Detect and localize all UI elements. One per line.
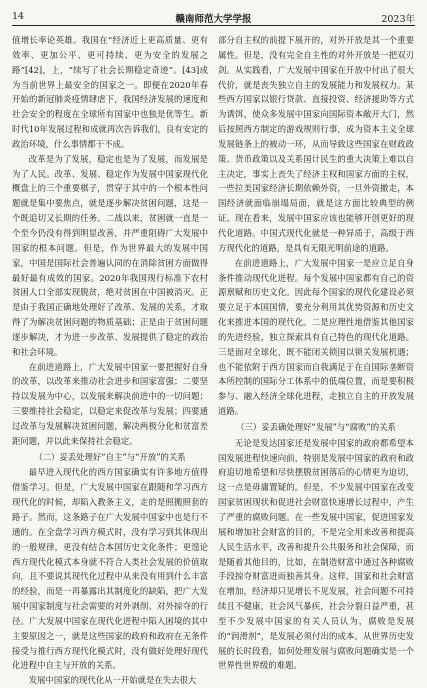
body-paragraph: 部分自主权的前提下展开的，对外开放是其一个重要属性。但是，没有完全自主性的对外开放是一把双刃剑。从实践看，广大发展中国家在开放中付出了很大代价，就是丧失独立自主的发展能力和发展权力。某些西方国家以银行贷款、直接投资、经济援助等方式为诱饵，使众多发展中国家向国际资本敞开大门，然后按照西方制定的游戏规则行事，成为资本主义全球发展链条上的被动一环，从而导致这些国家在财政政策、货币政策以及关系国计民生的重大决策上难以自主决定，事实上丧失了经济主权和国家方面的主权，一些拉美国家经济长期依赖外资，一旦外资撤走，本国经济就面临崩塌局面，就是这方面比较典型的例证。现在看来，发展中国家应该也能够开创更好的现代化道路。中国式现代化就是一种异质于，高级于西方现代化的道路，是具有无限光明前途的道路。: [218, 35, 414, 253]
body-paragraph: 最早进入现代化的西方国家确实有许多地方值得借鉴学习。但是，广大发展中国家在跟随和学习西方现代化的时候，却陷入教条主义，走的是照搬照套的路子。然而，这条路子在广大发展中国家中也是行不通的。在全盘学习西方模式时，没有学习到其体现出的一般规律，更没有结合本国历史文化条件；更遑论西方现代化模式本身就不符合人类社会发展的价值取向，且不要说其现代化过程中从来没有用到什么丰富的经验，而是一再暴露出其制度化的缺陷，把广大发展中国家制度与社会需要的对外剥削、对外掠夺的行径。广大发展中国家在现代化进程中陷入困境的其中主要原因之一，就是这些国家的政府和政府在无条件接受与推行西方现代化模式时，没有做好处理好现代化进程中自主与开放的关系。: [12, 467, 208, 671]
body-paragraph: 在前进道路上，广大发展中国家一是应立足自身条件推动现代化进程。每个发展中国家都有自己的资源禀赋和历史文化。因此每个国家的现代化建设必须要立足于本国国情，要充分利用其优势资源和历史文化来推进本国的现代化。二是应理性地借鉴其他国家的先进经验，独立探索具有自己特色的现代化道路。三是面对全球化，既不能闭关锁国以锁关发展机遇；也不能依附于西方国家而自我满足于在自国际垄断资本所控制的国际分工体系中的低端位置，而是要积极参与、融入经济全球化进程，走独立自主的开放发展道路。: [218, 257, 414, 417]
body-paragraph: 无论是发达国家还是发展中国家的政府都希望本国发展进程快速向前，特别是发展中国家的政府和政府追切地希望和尽快摆脱贫困落后的心情更为迫切，这一点是毋庸置疑的。但是，不少发展中国家在改变国家贫困现状和促进社会财富快速增长过程中，产生了严重的腐败问题。在一些发展中国家，促进国家发展和增加社会财富的目的，不是完全用来改善和提高人民生活水平，改善和提升公共服务和社会保障，而是随着其他目的，比如，在制造财富中通过各种腐败手段掠夺财富进而独善其身。这样，国家和社会财富在增加，经济却只见增长不见发展，社会问题不可持续且不健康，社会风气暴疾，社会分裂日益严重，甚至不少发展中国家的有关人员认为，腐败是发展的“润滑剂”，是发展必须付出的成本。从世界历史发展的长时段看，如何处理发展与腐败问题确实是一个世界性世界级的难题。: [218, 437, 414, 671]
body-paragraph: 改革是为了发展，稳定也是为了发展，而发展是为了人民。改革、发展、稳定作为发展中国家现代化概盘上的三个重要棋子，贯穿于其中的一个根本性问题就是集中要焦点，就是逐步解决贫困问题，这是一个既追切又长期的任务。二战以来，贫困就一直是一个至今仍没有得到明显改善，并严重阻碍广大发展中国家的根本问题。但是，作为世界最大的发展中国家，中国是国际社会普遍认同的在消除贫困方面做得最好最有成效的国家。2020年我国现行标准下农村贫困人口全部实现脱贫，绝对贫困在中国被消灭。正是由于我国正确地处理好了改革、发展的关系，才取得了为解决贫困问题的物质基础；正是由于贫困问题逐步解决，才为进一步改革、发展提供了稳定的政治和社会环境。: [12, 153, 208, 357]
body-paragraph: 值增长率论英雄。我国在“经济近上更高质量、更有效率、更加公平、更可持续、更为安全的发展之路”[42]，上，“续写了社会长期稳定奇迹”。[43]成为当前世界上最安全的国家之一。即便在2020年春开始的新冠肺炎疫情肆虐下，我国经济发展的速度和社会安全的程度在全球所有国家中也独是优等生。新时代10年发展过程和成就再次告诉我们，良有安定的政治环境，什么事情都干不成。: [12, 35, 208, 149]
body-paragraph: 发展中国家的现代化从一开始就是在失去很大: [28, 675, 197, 686]
section-heading: （二）妥丢处理好“自主”与“开放”的关系: [34, 451, 186, 462]
publication-year: 2023年: [381, 14, 415, 25]
page-number: 14: [12, 11, 25, 22]
section-heading: （三）妥丢确处理好“发展”与“腐败”的关系: [236, 421, 396, 432]
page-header: [12, 9, 415, 25]
header-rule: [12, 25, 415, 26]
journal-title: 赣南师范大学学报: [175, 14, 252, 25]
body-paragraph: 在前进道路上，广大发展中国家一要把握好自身的改革，以改革来推动社会进步和国家富强；二要坚持以发展为中心，以发展来解决前进中的一切问题；三要维持社会稳定，以稳定来促改革与发展；四要通过改革与发展解决贫困问题，解决两极分化和贫富差距问题，并以此来保持社会稳定。: [12, 361, 208, 446]
left-column: [12, 33, 208, 686]
right-column: [218, 33, 414, 671]
